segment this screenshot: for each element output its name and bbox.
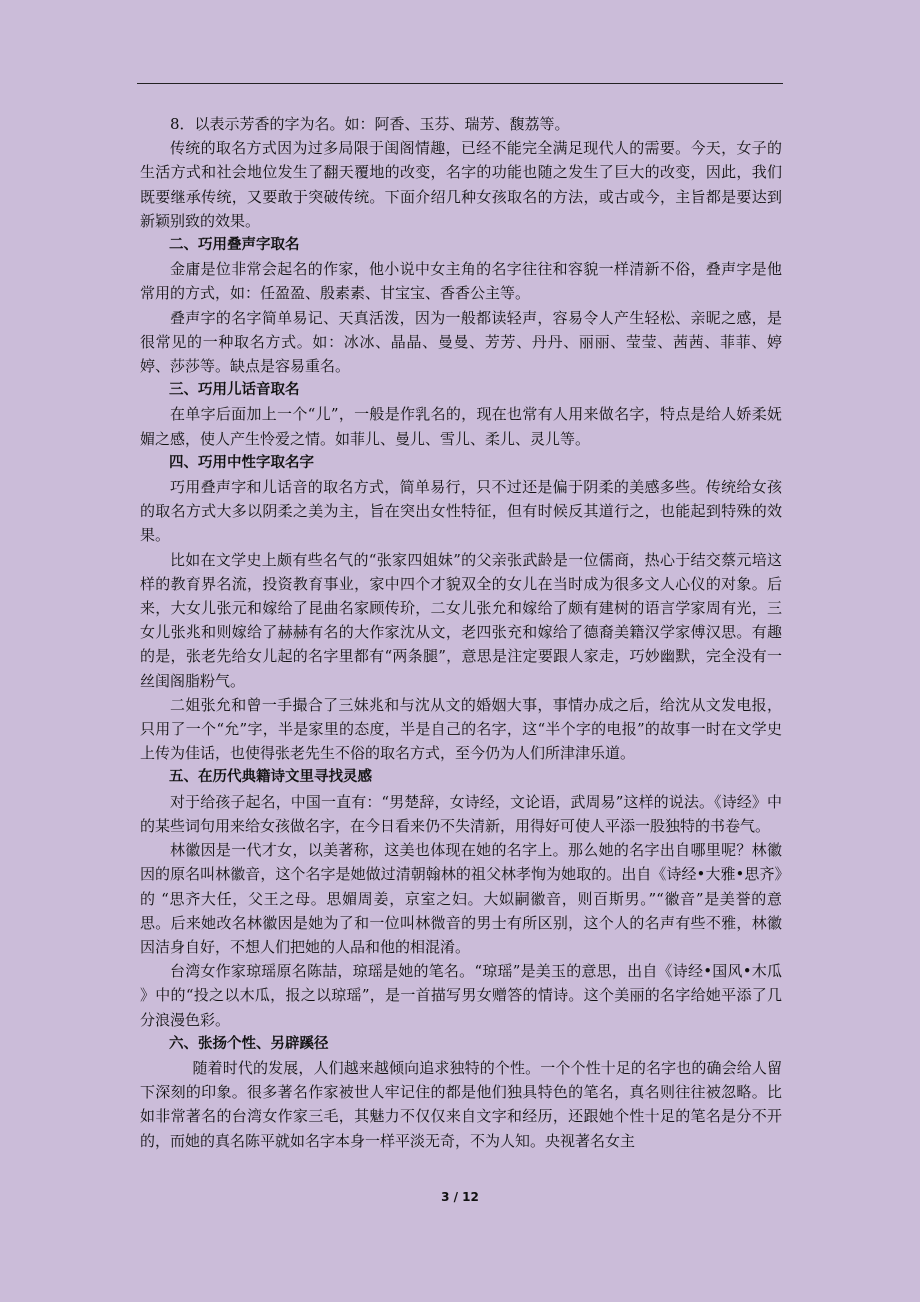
paragraph: 林徽因是一代才女，以美著称，这美也体现在她的名字上。那么她的名字出自哪里呢？林徽因的原名叫林徽音，这个名字是她做过清朝翰林的祖父林孝恂为她取的。出自《诗经•大雅•思齐》的 “思齐大任，父王之母。思媚周姜，京室之妇。大姒嗣徽音，则百斯男。”“徽音”是美誉的意思。后来她改名林徽因是她为了和一位叫林微音的男士有所区别，这个人的名声有些不雅，林徽因洁身自好，不想人们把她的人品和他的相混淆。 [140,841,782,956]
paragraph: 台湾女作家琼瑶原名陈喆，琼瑶是她的笔名。“琼瑶”是美玉的意思，出自《诗经•国风•木瓜 》中的“投之以木瓜，报之以琼瑶”，是一首描写男女赠答的情诗。这个美丽的名字给她平添了几分浪漫色彩。 [140,962,782,1029]
paragraph: 在单字后面加上一个“儿”，一般是作乳名的，现在也常有人用来做名字，特点是给人娇柔妩媚之感，使人产生怜爱之情。如菲儿、曼儿、雪儿、柔儿、灵儿等。 [140,405,782,448]
paragraph: 巧用叠声字和儿话音的取名方式，简单易行，只不过还是偏于阴柔的美感多些。传统给女孩的取名方式大多以阴柔之美为主，旨在突出女性特征，但有时候反其道行之，也能起到特殊的效果。 [140,478,782,545]
section-heading: 四、巧用中性字取名字 [169,454,314,471]
section-heading: 六、张扬个性、另辟蹊径 [169,1035,329,1052]
paragraph: 对于给孩子起名，中国一直有：“男楚辞，女诗经，文论语，武周易”这样的说法。《诗经》中的某些词句用来给女孩做名字，在今日看来仍不失清新，用得好可使人平添一股独特的书卷气。 [140,792,782,835]
paragraph: 叠声字的名字简单易记、天真活泼，因为一般都读轻声，容易令人产生轻松、亲昵之感，是很常见的一种取名方式。如：冰冰、晶晶、曼曼、芳芳、丹丹、丽丽、莹莹、茜茜、菲菲、婷婷、莎莎等。缺点是容易重名。 [140,308,782,376]
paragraph: 8．以表示芳香的字为名。如：阿香、玉芬、瑞芳、馥荔等。 [170,115,570,133]
section-heading: 二、巧用叠声字取名 [169,237,300,254]
paragraph: 比如在文学史上颇有些名气的“张家四姐妹”的父亲张武龄是一位儒商，热心于结交蔡元培这样的教育界名流，投资教育事业，家中四个才貌双全的女儿在当时成为很多文人心仪的对象。后来，大女儿张元和嫁给了昆曲名家顾传玠，二女儿张允和嫁给了颇有建树的语言学家周有光，三女儿张兆和则嫁给了赫赫有名的大作家沈从文，老四张充和嫁给了德裔美籍汉学家傅汉思。有趣的是，张老先给女儿起的名字里都有“两条腿”，意思是注定要跟人家走，巧妙幽默，完全没有一丝闺阁脂粉气。 [140,550,782,690]
page-number: 3 / 12 [441,1190,479,1204]
paragraph: 随着时代的发展，人们越来越倾向追求独特的个性。一个个性十足的名字也的确会给人留下深刻的印象。很多著名作家被世人牢记住的都是他们独具特色的笔名，真名则往往被忽略。比如非常著名的台湾女作家三毛，其魅力不仅仅来自文字和经历，还跟她个性十足的笔名是分不开的，而她的真名陈平就如名字本身一样平淡无奇，不为人知。央视著名女主 [140,1058,782,1150]
paragraph: 传统的取名方式因为过多局限于闺阁情趣，已经不能完全满足现代人的需要。今天，女子的生活方式和社会地位发生了翻天覆地的改变，名字的功能也随之发生了巨大的改变，因此，我们既要继承传统，又要敢于突破传统。下面介绍几种女孩取名的方法，或古或今，主旨都是要达到新颖别致的效果。 [140,139,782,230]
paragraph: 金庸是位非常会起名的作家，他小说中女主角的名字往往和容貌一样清新不俗，叠声字是他常用的方式，如：任盈盈、殷素素、甘宝宝、香香公主等。 [140,260,782,303]
paragraph: 二姐张允和曾一手撮合了三妹兆和与沈从文的婚姻大事，事情办成之后，给沈从文发电报，只用了一个“允”字，半是家里的态度，半是自己的名字，这“半个字的电报”的故事一时在文学史上传为佳话，也使得张老先生不俗的取名方式，至今仍为人们所津津乐道。 [140,695,782,763]
document-body [140,112,782,1153]
header-rule [137,83,783,84]
section-heading: 三、巧用儿话音取名 [169,382,300,399]
section-heading: 五、在历代典籍诗文里寻找灵感 [169,769,372,786]
